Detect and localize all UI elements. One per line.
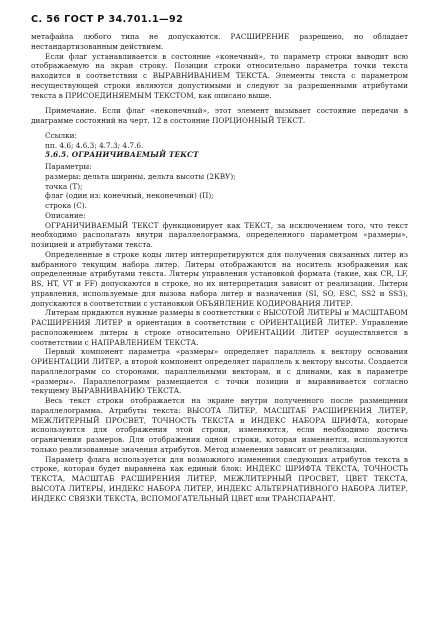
parameter-string: строка (С). xyxy=(45,201,88,210)
parameter-sizes: размеры: дельта ширины, дельта высоты (2КВУ); xyxy=(45,171,236,181)
parameters-label: Параметры: xyxy=(45,162,92,171)
paragraph-description-2: Определенные в строке коды литер интерпретируются для получения связанных литер из выбранного текущим набора литер. Литеры отображаются на носитель изображения как определенные атрибутами текста. Литеры управления установкой формата (такие, как CR, LF, BS, HT, VT и FF) допускаются в строке, но их интерпретация зависит от реализации. Литеры управления, используемые для вызова набора литер и назначения (SI, SO, ESC, SS2 и SS3), допускаются в соответствии с установкой ОБЪЯВЛЕНИЕ КОДИРОВАНИЯ ЛИТЕР. xyxy=(31,249,408,308)
paragraph-description-4: Первый компонент параметра «размеры» определяет параллель к вектору основания ОРИЕНТАЦИИ ЛИТЕР, а второй компонент определяет параллель к вектору высоты. Создается параллелограмм со сторонами, параллельными векторам, и с длинами, как в параметре «размеры». Параллелограмм размещается с точки позиции и выравнивается согласно текущему ВЫРАВНИВАНИЮ ТЕКСТА. xyxy=(31,347,408,396)
page-header: С. 56 ГОСТ Р 34.701.1—92 xyxy=(31,14,184,25)
paragraph-description-6: Параметр флага используется для возможного изменения следующих атрибутов текста в строке, которая будет выравнена как единый блок: ИНДЕКС ШРИФТА ТЕКСТА, ТОЧНОСТЬ ТЕКСТА, МАСШТАБ РАСШИРЕНИЯ ЛИТЕР, МЕЖЛИТЕРНЫЙ ПРОСВЕТ, ЦВЕТ ТЕКСТА, ВЫСОТА ЛИТЕРЫ, ИНДЕКС НАБОРА ЛИТЕР, ИНДЕКС АЛЬТЕРНАТИВНОГО НАБОРА ЛИТЕР, ИНДЕКС СВЯЗКИ ТЕКСТА, ВСПОМОГАТЕЛЬНЫЙ ЦВЕТ или ТРАНСПАРАНТ. xyxy=(31,454,408,503)
references-list: пп. 4.6; 4.6.3; 4.7.3; 4.7.6. xyxy=(45,140,144,150)
paragraph-description-1: ОГРАНИЧИВАЕМЫЙ ТЕКСТ функционирует как ТЕКСТ, за исключением того, что текст необходимо располагать внутри параллелограмма, определенного параметром «размеры», позицией и атрибутами текста. xyxy=(31,220,408,249)
description-label: Описание: xyxy=(45,210,86,220)
paragraph-description-3: Литерам придаются нужные размеры в соответствии с ВЫСОТОЙ ЛИТЕРЫ и МАСШТАБОМ РАСШИРЕНИЯ ЛИТЕР и ориентация в соответствии с ОРИЕНТАЦИЕЙ ЛИТЕР. Управление расположением литеры в строке относительно ОРИЕНТАЦИИ ЛИТЕР осуществляется в соответствии с НАПРАВЛЕНИЕМ ТЕКСТА. xyxy=(31,308,408,347)
paragraph-flag: Если флаг устанавливается в состояние «конечный», то параметр строки выводит всю отображаемую на экран строку. Позиция строки относительно параметра точки текста находится в соответствии с ВЫРАВНИВАНИЕМ ТЕКСТА. Элементы текста с параметром несуществующей строки являются допустимыми и следуют за разрешенными атрибутами текста в ПРИСОЕДИНЯЕМЫМ ТЕКСТОМ, как описано выше. xyxy=(31,51,408,100)
section-heading: 5.6.5. ОГРАНИЧИВАЕМЫЙ ТЕКСТ xyxy=(45,150,199,160)
references-label: Ссылки: xyxy=(45,130,77,140)
parameter-flag: флаг (один из: конечный, неконечный) (П); xyxy=(45,191,214,201)
paragraph-note: Примечание. Если флаг «неконечный», этот элемент вызывает состояние передачи в диаграмме состояний на черт. 12 в состояние ПОРЦИОННЫЙ ТЕКСТ. xyxy=(31,106,408,125)
paragraph-description-5: Весь текст строки отображается на экране внутри полученного после размещения параллелограмма. Атрибуты текста: ВЫСОТА ЛИТЕР, МАСШТАБ РАСШИРЕНИЯ ЛИТЕР, МЕЖЛИТЕРНЫЙ ПРОСВЕТ, ТОЧНОСТЬ ТЕКСТА и ИНДЕКС НАБОРА ШРИФТА, которые используются для отображения этой строки, изменяются, если необходимо достичь ограничения размеров. Для отображения одной строки, которая изменяется, используются только реализованные значения атрибутов. Метод изменения зависит от реализации. xyxy=(31,396,408,454)
parameter-point: точка (Т); xyxy=(45,181,83,191)
paragraph-intro: метафайла любого типа не допускаются. РАСШИРЕНИЕ разрешено, но обладает нестандартизованным действием. xyxy=(31,32,408,51)
document-body xyxy=(31,32,408,503)
